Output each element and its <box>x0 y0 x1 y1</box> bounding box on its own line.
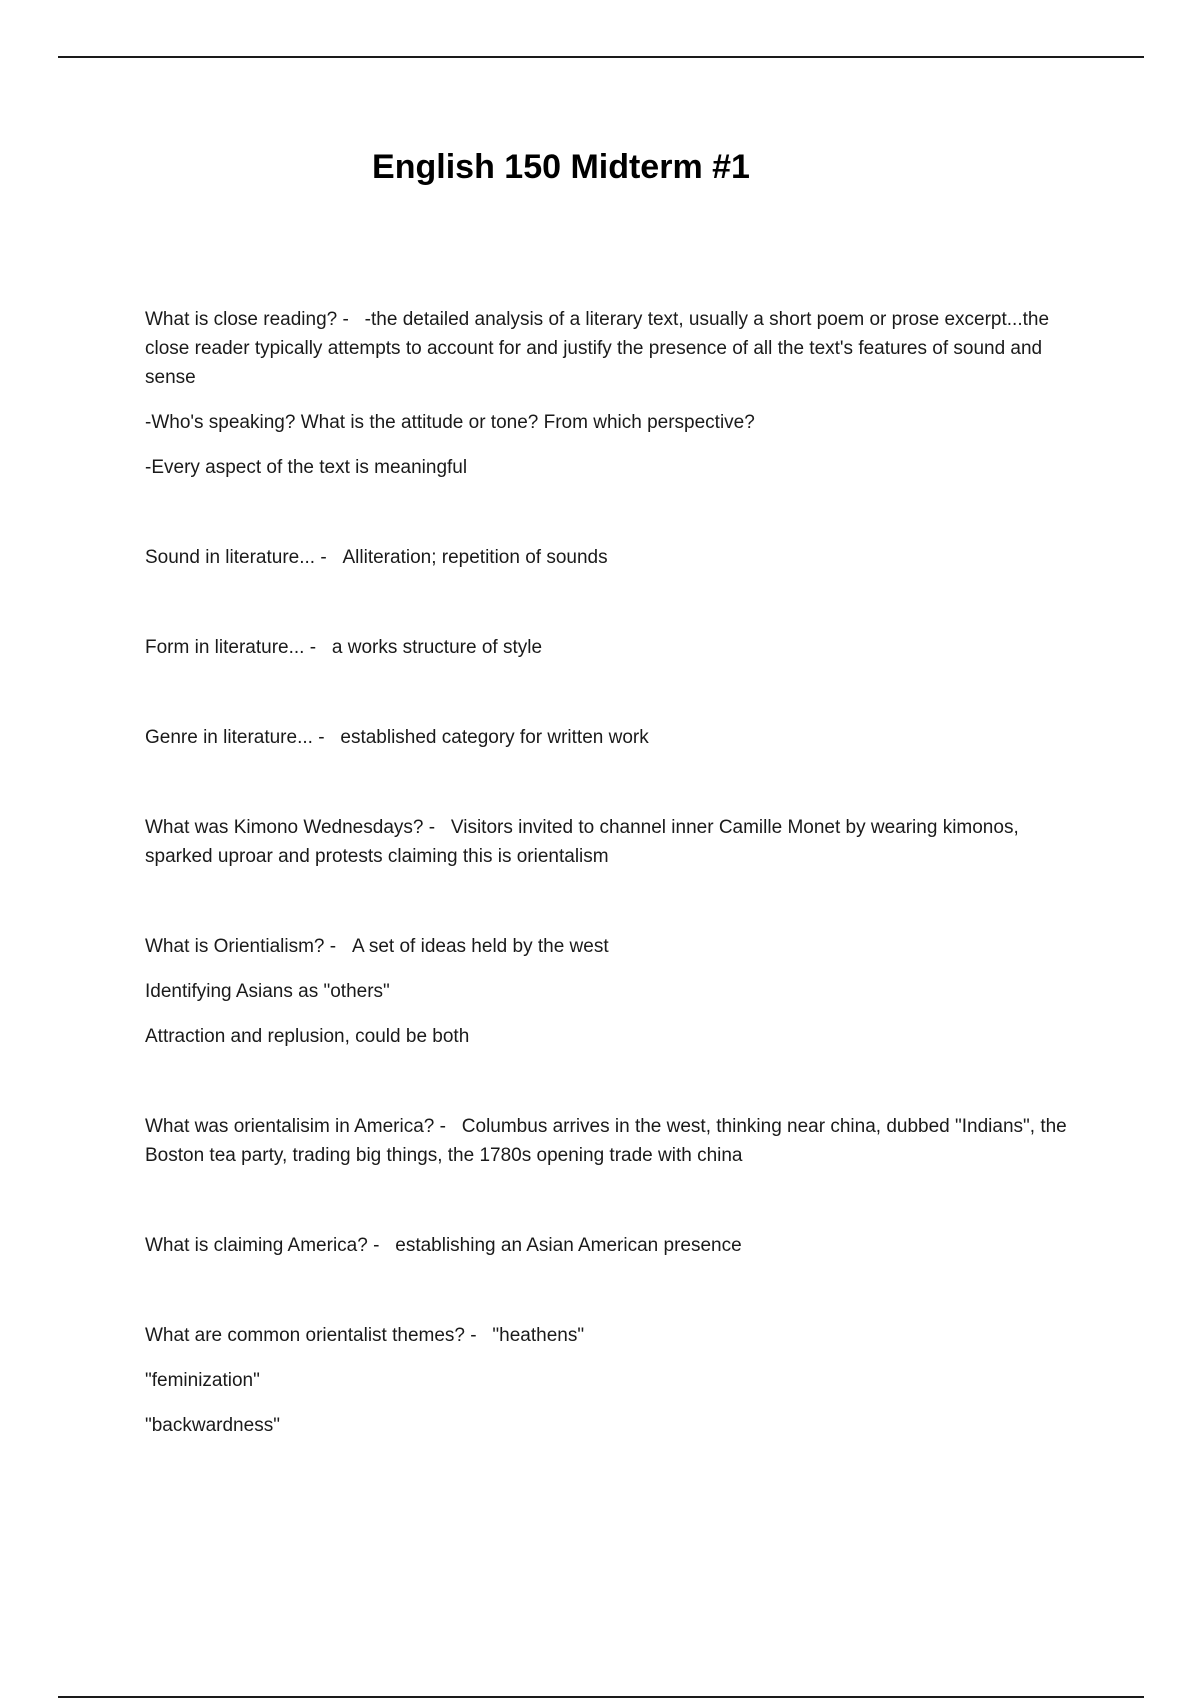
answer-text: -the detailed analysis of a literary text, usually a short poem or prose excerpt...the close reader typically attempts to account for and justify the presence of all the text's features of sound and sense <box>145 309 1050 388</box>
answer-text: Columbus arrives in the west, thinking near china, dubbed "Indians", the Boston tea party, trading big things, the 1780s opening trade with china <box>145 1116 1067 1166</box>
qa-item <box>145 543 1085 572</box>
qa-line <box>145 633 1085 662</box>
qa-line <box>145 813 1085 871</box>
question-text: What is Orientialism? - <box>145 936 337 957</box>
question-text: What are common orientalist themes? - <box>145 1325 477 1346</box>
qa-item <box>145 305 1085 482</box>
answer-line: -Who's speaking? What is the attitude or tone? From which perspective? <box>145 412 755 433</box>
answer-line: "backwardness" <box>145 1415 280 1436</box>
top-rule <box>58 56 1144 58</box>
answer-text: establishing an Asian American presence <box>395 1235 742 1256</box>
question-text: What was Kimono Wednesdays? - <box>145 817 436 838</box>
answer-line: -Every aspect of the text is meaningful <box>145 457 468 478</box>
answer-line: Attraction and replusion, could be both <box>145 1026 470 1047</box>
qa-line <box>145 1231 1085 1260</box>
qa-line <box>145 723 1085 752</box>
answer-text: Alliteration; repetition of sounds <box>342 547 608 568</box>
answer-line: Identifying Asians as "others" <box>145 981 390 1002</box>
qa-item <box>145 813 1085 871</box>
question-text: Genre in literature... - <box>145 727 325 748</box>
qa-line <box>145 1321 1085 1350</box>
question-text: Form in literature... - <box>145 637 317 658</box>
question-text: What was orientalisim in America? - <box>145 1116 446 1137</box>
qa-list <box>145 305 1085 1501</box>
qa-line <box>145 1112 1085 1170</box>
qa-item <box>145 932 1085 1051</box>
answer-text: A set of ideas held by the west <box>351 936 609 957</box>
question-text: What is claiming America? - <box>145 1235 380 1256</box>
bottom-rule <box>58 1696 1144 1698</box>
qa-item <box>145 1231 1085 1260</box>
qa-line <box>145 305 1085 392</box>
qa-item <box>145 633 1085 662</box>
answer-text: established category for written work <box>340 727 649 748</box>
qa-item <box>145 1321 1085 1440</box>
question-text: Sound in literature... - <box>145 547 327 568</box>
answer-text: "heathens" <box>492 1325 585 1346</box>
answer-text: Visitors invited to channel inner Camille Monet by wearing kimonos, sparked uproar and protests claiming this is orientalism <box>145 817 1019 867</box>
qa-line <box>145 932 1085 961</box>
page-title: English 150 Midterm #1 <box>372 148 750 186</box>
answer-line: "feminization" <box>145 1370 260 1391</box>
qa-item <box>145 723 1085 752</box>
qa-line <box>145 543 1085 572</box>
question-text: What is close reading? - <box>145 309 349 330</box>
qa-item <box>145 1112 1085 1170</box>
answer-text: a works structure of style <box>331 637 543 658</box>
